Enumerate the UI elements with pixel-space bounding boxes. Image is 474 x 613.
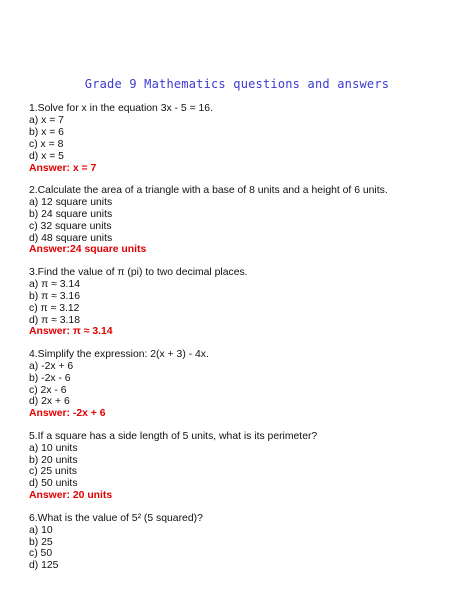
option-b: b) π ≈ 3.16: [29, 290, 80, 302]
option-d: d) 50 units: [29, 478, 78, 490]
option-b: b) 20 units: [29, 454, 78, 466]
option-d: d) π ≈ 3.18: [29, 314, 80, 326]
option-c: c) x = 8: [29, 138, 64, 150]
answer-text: Answer:24 square units: [29, 244, 147, 256]
option-b: b) -2x - 6: [29, 372, 71, 384]
option-d: d) 125: [29, 560, 59, 572]
option-a: a) 10 units: [29, 442, 78, 454]
question-4: [29, 349, 449, 420]
question-prompt: 2.Calculate the area of a triangle with a base of 8 units and a height of 6 units.: [29, 184, 388, 196]
option-d: d) x = 5: [29, 150, 64, 162]
option-b: b) 24 square units: [29, 208, 113, 220]
option-b: b) x = 6: [29, 126, 64, 138]
option-c: c) 25 units: [29, 466, 77, 478]
question-prompt: 1.Solve for x in the equation 3x - 5 = 16.: [29, 103, 213, 114]
question-3: [29, 267, 449, 338]
answer-text: Answer: x = 7: [29, 162, 97, 174]
document-title: Grade 9 Mathematics questions and answers: [84, 77, 390, 91]
option-b: b) 25: [29, 536, 53, 548]
answer-text: Answer: 20 units: [29, 490, 113, 502]
option-a: a) x = 7: [29, 114, 64, 126]
option-c: c) π ≈ 3.12: [29, 302, 80, 314]
question-1: [29, 103, 449, 174]
option-a: a) π ≈ 3.14: [29, 278, 80, 290]
answer-text: Answer: -2x + 6: [29, 408, 106, 420]
question-prompt: 4.Simplify the expression: 2(x + 3) - 4x.: [29, 348, 209, 360]
option-c: c) 2x - 6: [29, 384, 67, 396]
option-d: d) 2x + 6: [29, 396, 70, 408]
option-d: d) 48 square units: [29, 232, 113, 244]
answer-text: Answer: π ≈ 3.14: [29, 326, 113, 338]
question-6: [29, 513, 449, 573]
option-c: c) 32 square units: [29, 220, 112, 232]
option-a: a) -2x + 6: [29, 360, 74, 372]
option-a: a) 12 square units: [29, 196, 113, 208]
question-prompt: 6.What is the value of 5² (5 squared)?: [29, 512, 203, 524]
question-2: [29, 185, 449, 256]
question-list: [29, 103, 449, 583]
question-prompt: 3.Find the value of π (pi) to two decimal places.: [29, 266, 248, 278]
question-prompt: 5.If a square has a side length of 5 units, what is its perimeter?: [29, 430, 318, 442]
option-c: c) 50: [29, 548, 53, 560]
question-5: [29, 431, 449, 502]
option-a: a) 10: [29, 524, 53, 536]
